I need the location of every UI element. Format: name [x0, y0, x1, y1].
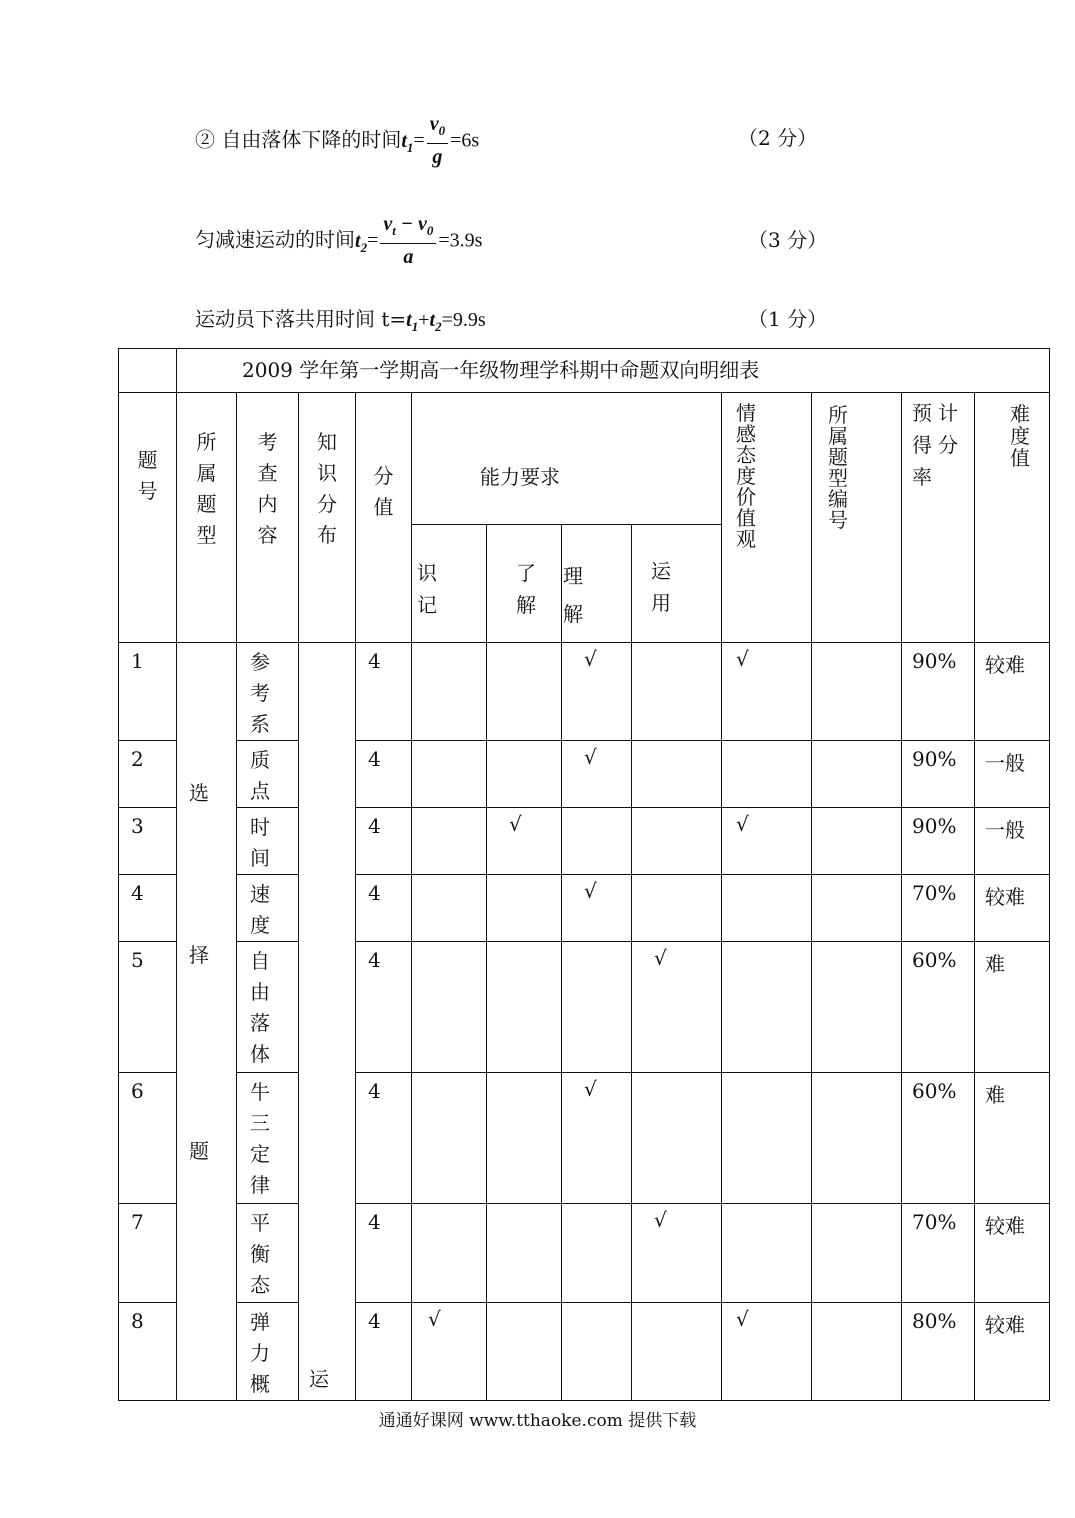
header-understand: 了解	[487, 525, 562, 643]
header-emotion: 情感态度价值观	[722, 393, 812, 643]
row-difficulty: 难	[975, 942, 1050, 1073]
table-row	[119, 1303, 1050, 1401]
table-row	[119, 1073, 1050, 1204]
row-points: 4	[356, 1073, 412, 1204]
line1-var: $t_1$	[401, 129, 414, 155]
row-type-no	[812, 643, 902, 741]
row-type-no	[812, 741, 902, 808]
row-points: 4	[356, 808, 412, 875]
solution-line-1: ② 自由落体下降的时间$t_1=$ $\frac{v_0}{g}$ =6s	[195, 113, 480, 168]
header-ability: 能力要求	[412, 393, 722, 525]
row-comprehend	[562, 1204, 632, 1303]
row-rate: 90%	[902, 741, 975, 808]
row-number: 8	[119, 1303, 177, 1401]
header-content: 考查内容	[237, 393, 299, 643]
table-row	[119, 942, 1050, 1073]
category-char-3: 题	[189, 1139, 209, 1163]
category-cell	[177, 643, 237, 1401]
row-rate: 60%	[902, 942, 975, 1073]
row-recall	[412, 1204, 487, 1303]
line3-score: （1 分）	[748, 307, 828, 331]
row-apply	[632, 741, 722, 808]
row-type-no	[812, 875, 902, 942]
row-topic: 牛三定律	[237, 1073, 299, 1204]
line1-fraction: $\frac{v_0}{g}$	[427, 112, 448, 170]
row-comprehend: √	[562, 875, 632, 942]
page-footer: 通通好课网 www.tthaoke.com 提供下载	[378, 1411, 697, 1431]
header-type-no: 所属题型编号	[812, 393, 902, 643]
row-recall	[412, 741, 487, 808]
row-topic: 平衡态	[237, 1204, 299, 1303]
row-emotion	[722, 1204, 812, 1303]
header-apply: 运用	[632, 525, 722, 643]
knowledge-char: 运	[309, 1367, 329, 1391]
row-comprehend: √	[562, 1073, 632, 1204]
row-comprehend: √	[562, 643, 632, 741]
row-understand	[487, 1204, 562, 1303]
row-topic: 弹力概	[237, 1303, 299, 1401]
header-expected: 预计得分率	[902, 393, 975, 643]
row-type-no	[812, 942, 902, 1073]
line3-text: 运动员下落共用时间 t=	[195, 307, 407, 331]
row-difficulty: 较难	[975, 1204, 1050, 1303]
solution-line-3: 运动员下落共用时间 $t=t_1+t_2=9.9s$	[195, 307, 486, 334]
table-row	[119, 1204, 1050, 1303]
row-apply	[632, 1303, 722, 1401]
header-comprehend: 理解	[562, 525, 632, 643]
row-difficulty: 较难	[975, 875, 1050, 942]
spec-table	[118, 348, 1050, 1401]
table-row	[119, 875, 1050, 942]
row-emotion	[722, 741, 812, 808]
row-apply: √	[632, 1204, 722, 1303]
row-topic: 速度	[237, 875, 299, 942]
row-recall	[412, 942, 487, 1073]
row-type-no	[812, 1204, 902, 1303]
row-number: 2	[119, 741, 177, 808]
row-rate: 70%	[902, 875, 975, 942]
row-difficulty: 较难	[975, 1303, 1050, 1401]
row-recall: √	[412, 1303, 487, 1401]
row-points: 4	[356, 1303, 412, 1401]
line1-text: ② 自由落体下降的时间	[195, 127, 402, 152]
row-comprehend: √	[562, 741, 632, 808]
row-topic: 质点	[237, 741, 299, 808]
row-rate: 70%	[902, 1204, 975, 1303]
row-understand	[487, 1303, 562, 1401]
row-emotion	[722, 942, 812, 1073]
row-understand: √	[487, 808, 562, 875]
row-understand	[487, 643, 562, 741]
header-difficulty: 难度值	[975, 393, 1050, 643]
row-number: 3	[119, 808, 177, 875]
row-type-no	[812, 1303, 902, 1401]
row-rate: 80%	[902, 1303, 975, 1401]
row-rate: 60%	[902, 1073, 975, 1204]
row-comprehend	[562, 808, 632, 875]
row-points: 4	[356, 643, 412, 741]
row-topic: 时间	[237, 808, 299, 875]
row-emotion: √	[722, 643, 812, 741]
row-apply	[632, 808, 722, 875]
row-emotion	[722, 875, 812, 942]
row-understand	[487, 942, 562, 1073]
row-number: 7	[119, 1204, 177, 1303]
header-recall: 识记	[412, 525, 487, 643]
knowledge-cell	[299, 643, 356, 1401]
row-number: 4	[119, 875, 177, 942]
row-understand	[487, 1073, 562, 1204]
line1-score: （2 分）	[738, 126, 818, 150]
category-char-2: 择	[189, 943, 209, 967]
row-difficulty: 较难	[975, 643, 1050, 741]
title-blank	[119, 349, 177, 393]
row-apply	[632, 643, 722, 741]
row-apply	[632, 875, 722, 942]
table-row	[119, 643, 1050, 741]
header-number: 题号	[119, 393, 177, 643]
line2-text: 匀减速运动的时间	[195, 227, 355, 252]
row-comprehend	[562, 942, 632, 1073]
line3-result: =9.9s	[441, 309, 486, 331]
header-points: 分值	[356, 393, 412, 643]
table-row	[119, 741, 1050, 808]
row-number: 6	[119, 1073, 177, 1204]
solution-line-2: 匀减速运动的时间$t_2=$ $\frac{v_t - v_0}{a}$ =3.9s	[195, 213, 483, 268]
row-rate: 90%	[902, 643, 975, 741]
row-recall	[412, 808, 487, 875]
row-apply	[632, 1073, 722, 1204]
line1-result: =6s	[450, 129, 480, 152]
line2-score: （3 分）	[748, 228, 828, 252]
line2-fraction: $\frac{v_t - v_0}{a}$	[380, 212, 436, 270]
header-knowledge: 知识分布	[299, 393, 356, 643]
row-points: 4	[356, 942, 412, 1073]
row-understand	[487, 741, 562, 808]
row-points: 4	[356, 875, 412, 942]
table-row	[119, 808, 1050, 875]
row-type-no	[812, 808, 902, 875]
row-apply: √	[632, 942, 722, 1073]
line2-var: $t_2$	[355, 229, 368, 255]
line2-result: =3.9s	[438, 229, 483, 252]
row-type-no	[812, 1073, 902, 1204]
row-recall	[412, 643, 487, 741]
header-category: 所属题型	[177, 393, 237, 643]
category-char-1: 选	[189, 781, 209, 805]
row-difficulty: 一般	[975, 741, 1050, 808]
row-number: 1	[119, 643, 177, 741]
table-title: 2009 学年第一学期高一年级物理学科期中命题双向明细表	[177, 349, 1050, 393]
row-emotion: √	[722, 1303, 812, 1401]
row-recall	[412, 1073, 487, 1204]
row-emotion: √	[722, 808, 812, 875]
row-topic: 自由落体	[237, 942, 299, 1073]
row-points: 4	[356, 1204, 412, 1303]
row-recall	[412, 875, 487, 942]
row-topic: 参考系	[237, 643, 299, 741]
row-comprehend	[562, 1303, 632, 1401]
row-difficulty: 难	[975, 1073, 1050, 1204]
row-understand	[487, 875, 562, 942]
row-emotion	[722, 1073, 812, 1204]
row-number: 5	[119, 942, 177, 1073]
row-points: 4	[356, 741, 412, 808]
row-difficulty: 一般	[975, 808, 1050, 875]
row-rate: 90%	[902, 808, 975, 875]
